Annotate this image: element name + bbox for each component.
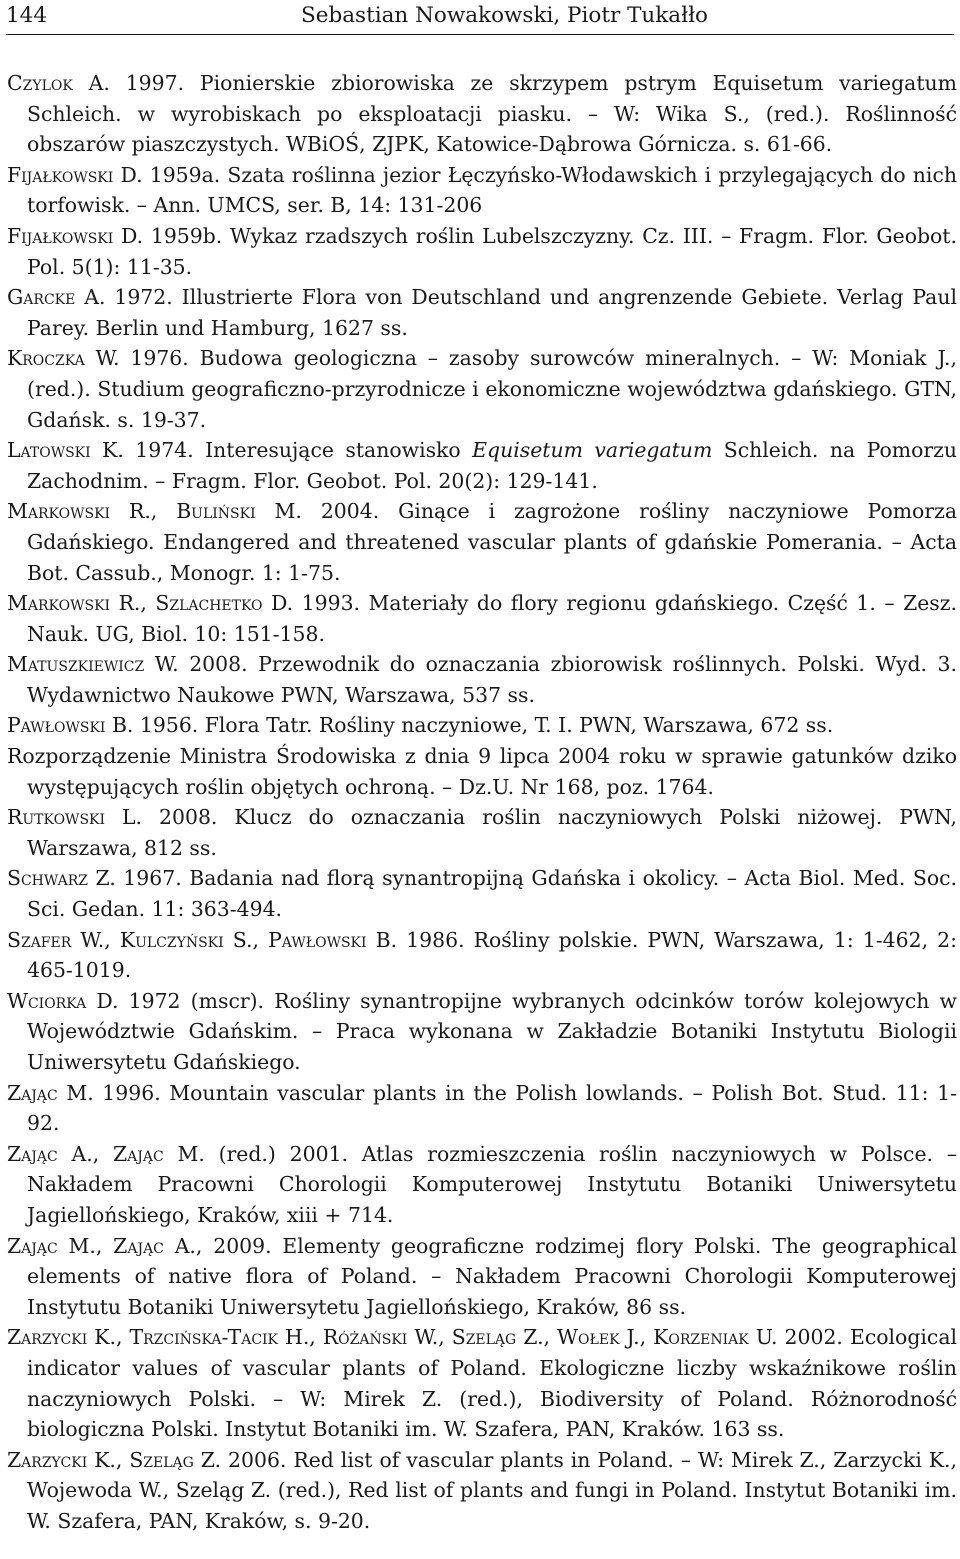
reference-text: 1997. Pionierskie zbiorowiska ze skrzypem pstrym Equisetum variegatum Schleich. w wyrobiskach po eksploatacji piasku. – W: Wika S., (red.). Roślinność obszarów piaszczystych. WBiOŚ, ZJPK, Katowice-Dąbrowa Górnicza. s. 61-66. [27,71,957,157]
reference-authors: Fijałkowski D. [7,223,144,248]
reference-authors: Zarzycki K., Szeląg Z. [7,1447,222,1472]
reference-text: 1993. Materiały do flory regionu gdańskiego. Część 1. – Zesz. Nauk. UG, Biol. 10: 151-158. [27,591,957,646]
page-header [6,4,954,35]
reference-authors: Pawłowski B. [7,713,134,738]
reference-authors: Fijałkowski D. [7,162,143,187]
reference-list [7,68,957,1537]
reference-entry [7,986,957,1078]
reference-text: , 2009. Elementy geograficzne rodzimej flory Polski. The geographical elements of native flora of Poland. – Nakładem Pracowni Chorologii Komputerowej Instytutu Botaniki Uniwersytetu Jagiellońskiego, Kraków, 86 ss. [27,1233,957,1319]
reference-entry [7,802,957,863]
reference-authors: Zając M., Zając A. [7,1233,196,1258]
page-number: 144 [6,3,48,28]
reference-entry [7,1445,957,1537]
running-head: Sebastian Nowakowski, Piotr Tukałło [301,3,708,28]
reference-authors: Rutkowski L. [7,805,143,830]
reference-authors: Markowski R., Buliński M. [7,499,302,524]
reference-text: 1972. Illustrierte Flora von Deutschland und angrenzende Gebiete. Verlag Paul Parey. Berlin und Hamburg, 1627 ss. [27,285,957,340]
reference-text: 2008. Przewodnik do oznaczania zbiorowisk roślinnych. Polski. Wyd. 3. Wydawnictwo Naukowe PWN, Warszawa, 537 ss. [27,652,958,707]
reference-entry [7,649,957,710]
reference-text: 1986. Rośliny polskie. PWN, Warszawa, 1: 1-462, 2: 465-1019. [27,927,957,983]
reference-text: Rozporządzenie Ministra Środowiska z dnia 9 lipca 2004 roku w sprawie gatunków dziko występujących roślin objętych ochroną. – Dz.U. Nr 168, poz. 1764. [7,744,957,799]
reference-authors: Matuszkiewicz W. [7,652,179,677]
reference-text: 2004. Ginące i zagrożone rośliny naczyniowe Pomorza Gdańskiego. Endangered and threatened vascular plants of gdańskie Pomerania. – Acta Bot. Cassub., Monogr. 1: 1-75. [27,499,957,585]
reference-entry [7,496,957,588]
reference-entry [7,925,957,986]
reference-entry [7,588,957,649]
reference-entry [7,863,957,924]
reference-authors: Szafer W., Kulczyński S., Pawłowski B. [7,927,398,952]
reference-text: 1976. Budowa geologiczna – zasoby surowców mineralnych. – W: Moniak J., (red.). Studium geograficzno-przyrodnicze i ekonomiczne województwa gdańskiego. GTN, Gdańsk. s. 19-37. [27,346,957,432]
reference-text-continued: Schleich. na Pomorzu Zachodnim. – Fragm. Flor. Geobot. Pol. 20(2): 129-141. [27,438,957,493]
reference-text: 1956. Flora Tatr. Rośliny naczyniowe, T. I. PWN, Warszawa, 672 ss. [133,713,834,738]
species-name: Equisetum variegatum [472,438,713,463]
reference-text: 1967. Badania nad florą synantropijną Gdańska i okolicy. – Acta Biol. Med. Soc. Sci. Gedan. 11: 363-494. [27,866,957,922]
reference-authors: Garcke A. [7,285,106,310]
reference-text: 1996. Mountain vascular plants in the Polish lowlands. – Polish Bot. Stud. 11: 1-92. [27,1080,957,1136]
reference-authors: Zając A., Zając M. [7,1141,205,1166]
reference-entry [7,221,957,282]
reference-authors: Zarzycki K., Trzcińska-Tacik H., Różański W., Szeląg Z., Wołek J., Korzeniak U. [7,1325,778,1350]
reference-authors: Markowski R., Szlachetko D. [7,591,294,616]
reference-entry [7,1139,957,1231]
reference-text: (red.) 2001. Atlas rozmieszczenia roślin naczyniowych w Polsce. – Nakładem Pracowni Chorologii Komputerowej Instytutu Botaniki Uniwersytetu Jagiellońskiego, Kraków, xiii + 714. [27,1141,957,1227]
reference-text: 1974. Interesujące stanowisko [123,438,473,463]
reference-text: 1959b. Wykaz rzadszych roślin Lubelszczyzny. Cz. III. – Fragm. Flor. Geobot. Pol. 5(1): 11-35. [27,223,957,279]
reference-text: 2006. Red list of vascular plants in Poland. – W: Mirek Z., Zarzycki K., Wojewoda W., Szeląg Z. (red.), Red list of plants and fungi in Poland. Instytut Botaniki im. W. Szafera, PAN, Kraków, s. 9-20. [27,1447,957,1533]
reference-text: 2002. Ecological indicator values of vascular plants of Poland. Ekologiczne liczby wskaźnikowe roślin naczyniowych Polski. – W: Mirek Z. (red.), Biodiversity of Poland. Różnorodność biologiczna Polski. Instytut Botaniki im. W. Szafera, PAN, Kraków. 163 ss. [27,1325,957,1442]
reference-authors: Wciorka D. [7,988,119,1013]
reference-authors: Latowski K. [7,438,124,463]
reference-entry [7,343,957,435]
reference-entry [7,1322,957,1444]
reference-text: 1972 (mscr). Rośliny synantropijne wybranych odcinków torów kolejowych w Województwie Gdańskim. – Praca wykonana w Zakładzie Botaniki Instytutu Biologii Uniwersytetu Gdańskiego. [27,988,957,1074]
reference-authors: Czylok A. [7,71,110,95]
reference-text: 2008. Klucz do oznaczania roślin naczyniowych Polski niżowej. PWN, Warszawa, 812 ss. [27,805,958,860]
reference-authors: Zając M. [7,1080,94,1105]
reference-entry [7,1231,957,1323]
reference-entry [7,710,957,741]
reference-entry [7,282,957,343]
reference-entry [7,160,957,221]
reference-authors: Schwarz Z. [7,866,116,891]
reference-authors: Kroczka W. [7,346,120,371]
reference-entry [7,68,957,160]
reference-entry [7,741,957,802]
reference-entry [7,1078,957,1139]
reference-entry [7,435,957,496]
reference-text: 1959a. Szata roślinna jezior Łęczyńsko-Włodawskich i przylegających do nich torfowisk. – Ann. UMCS, ser. B, 14: 131-206 [27,162,957,218]
